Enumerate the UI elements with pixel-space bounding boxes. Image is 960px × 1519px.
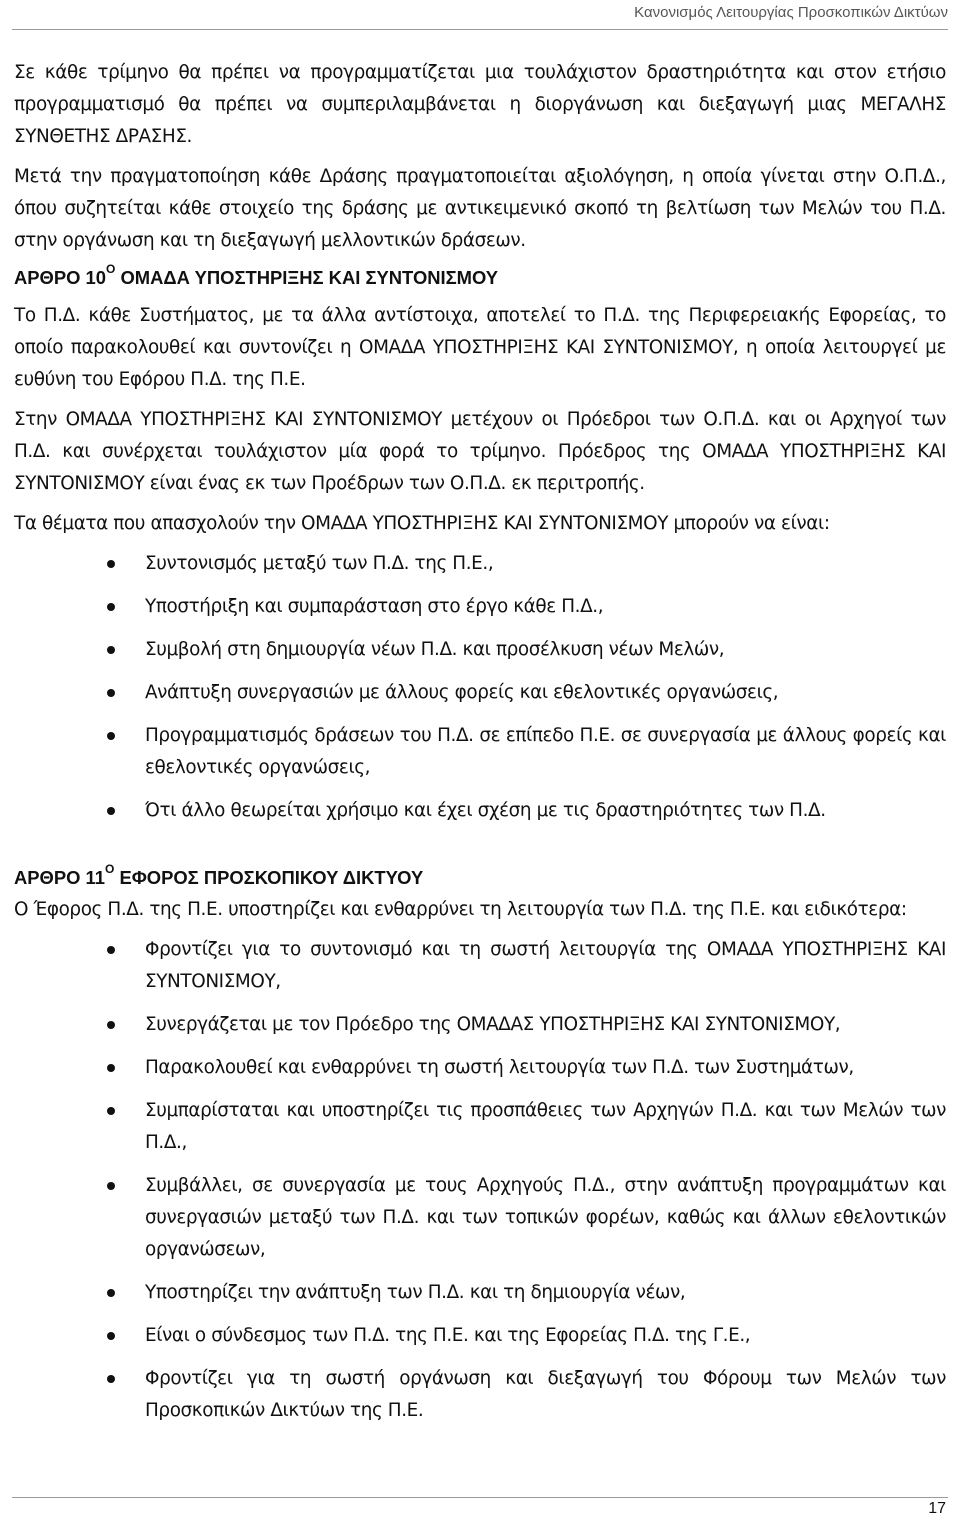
intro-paragraph-2: Μετά την πραγματοποίηση κάθε Δράσης πραγματοποιείται αξιολόγηση, η οποία γίνεται στην Ο.Π.Δ., όπου συζητείται κάθε στοιχείο της δράσης με αντικειμενικό σκοπό τη βελτίωση των Μελών του Π.Δ. στην οργάνωση και τη διεξαγωγή μελλοντικών δράσεων. [14,166,946,251]
list-item [14,1363,946,1427]
list-item-text: Συντονισμός μεταξύ των Π.Δ. της Π.Ε., [145,553,494,575]
article-11-heading-prefix: ΑΡΘΡΟ 11 [14,867,105,889]
article-11-heading [14,857,946,894]
list-item-text: Συμπαρίσταται και υποστηρίζει τις προσπάθειες των Αρχηγών Π.Δ. και των Μελών των Π.Δ., [145,1100,946,1154]
list-item [14,548,946,580]
list-item-text: Ότι άλλο θεωρείται χρήσιμο και έχει σχέση με τις δραστηριότητες των Π.Δ. [145,800,826,822]
article-11-paragraph-1: Ο Έφορος Π.Δ. της Π.Ε. υποστηρίζει και ενθαρρύνει τη λειτουργία των Π.Δ. της Π.Ε. και ειδικότερα: [14,899,907,921]
article-10-heading-sup: Ο [106,262,116,276]
article-10-paragraph-2: Στην ΟΜΑΔΑ ΥΠΟΣΤΗΡΙΞΗΣ ΚΑΙ ΣΥΝΤΟΝΙΣΜΟΥ μετέχουν οι Πρόεδροι των Ο.Π.Δ. και οι Αρχηγοί των Π.Δ. και συνέρχεται τουλάχιστον μία φορά το τρίμηνο. Πρόεδρος της ΟΜΑΔΑ ΥΠΟΣΤΗΡΙΞΗΣ ΚΑΙ ΣΥΝΤΟΝΙΣΜΟΥ είναι ένας εκ των Προέδρων των Ο.Π.Δ. εκ περιτροπής. [14,409,946,495]
list-item-text: Φροντίζει για το συντονισμό και τη σωστή λειτουργία της ΟΜΑΔΑ ΥΠΟΣΤΗΡΙΞΗΣ ΚΑΙ ΣΥΝΤΟΝΙΣΜΟΥ, [145,939,946,993]
list-item [14,1170,946,1266]
list-item-text: Είναι ο σύνδεσμος των Π.Δ. της Π.Ε. και της Εφορείας Π.Δ. της Γ.Ε., [145,1325,751,1347]
list-item [14,1052,946,1084]
list-item [14,720,946,784]
document-body [14,57,946,1438]
list-item [14,1095,946,1159]
article-10-paragraph-1: Το Π.Δ. κάθε Συστήματος, με τα άλλα αντίστοιχα, αποτελεί το Π.Δ. της Περιφερειακής Εφορείας, το οποίο παρακολουθεί και συντονίζει η ΟΜΑΔΑ ΥΠΟΣΤΗΡΙΞΗΣ ΚΑΙ ΣΥΝΤΟΝΙΣΜΟΥ, η οποία λειτουργεί με ευθύνη του Εφόρου Π.Δ. της Π.Ε. [14,305,946,391]
page-number: 17 [928,1500,946,1517]
list-item-text: Προγραμματισμός δράσεων του Π.Δ. σε επίπεδο Π.Ε. σε συνεργασία με άλλους φορείς και εθελοντικές οργανώσεις, [145,725,946,779]
intro-paragraph-1: Σε κάθε τρίμηνο θα πρέπει να προγραμματίζεται μια τουλάχιστον δραστηριότητα και στον ετήσιο προγραμματισμό θα πρέπει να συμπεριλαμβάνεται η διοργάνωση και διεξαγωγή μιας ΜΕΓΑΛΗΣ ΣΥΝΘΕΤΗΣ ΔΡΑΣΗΣ. [14,62,946,147]
article-10-heading-text: ΟΜΑΔΑ ΥΠΟΣΤΗΡΙΞΗΣ ΚΑΙ ΣΥΝΤΟΝΙΣΜΟΥ [115,267,499,289]
list-item-text: Συμβολή στη δημιουργία νέων Π.Δ. και προσέλκυση νέων Μελών, [145,639,725,661]
list-item-text: Υποστήριξη και συμπαράσταση στο έργο κάθε Π.Δ., [145,596,604,618]
list-item [14,1320,946,1352]
list-item [14,1277,946,1309]
list-item-text: Φροντίζει για τη σωστή οργάνωση και διεξαγωγή του Φόρουμ των Μελών των Προσκοπικών Δικτύων της Π.Ε. [145,1368,946,1422]
bullet-icon [107,1021,115,1029]
header-divider [12,29,948,30]
bullet-icon [107,946,115,954]
bullet-icon [107,1289,115,1297]
list-item-text: Ανάπτυξη συνεργασιών με άλλους φορείς και εθελοντικές οργανώσεις, [145,682,779,704]
list-item-text: Παρακολουθεί και ενθαρρύνει τη σωστή λειτουργία των Π.Δ. των Συστημάτων, [145,1057,854,1079]
bullet-icon [107,1064,115,1072]
bullet-icon [107,603,115,611]
article-11-list [14,934,946,1427]
bullet-icon [107,1375,115,1383]
list-item [14,934,946,998]
bullet-icon [107,732,115,740]
list-item-text: Υποστηρίζει την ανάπτυξη των Π.Δ. και τη δημιουργία νέων, [145,1282,686,1304]
article-11-heading-text: ΕΦΟΡΟΣ ΠΡΟΣΚΟΠΙΚΟΥ ΔΙΚΤΥΟΥ [114,867,424,889]
list-item [14,795,946,827]
footer-divider [12,1497,948,1498]
article-10-heading-prefix: ΑΡΘΡΟ 10 [14,267,106,289]
bullet-icon [107,646,115,654]
list-item-text: Συνεργάζεται με τον Πρόεδρο της ΟΜΑΔΑΣ ΥΠΟΣΤΗΡΙΞΗΣ ΚΑΙ ΣΥΝΤΟΝΙΣΜΟΥ, [145,1014,841,1036]
list-item [14,1009,946,1041]
list-item-text: Συμβάλλει, σε συνεργασία με τους Αρχηγούς Π.Δ., στην ανάπτυξη προγραμμάτων και συνεργασιών μεταξύ των Π.Δ. και των τοπικών φορέων, καθώς και άλλων εθελοντικών οργανώσεων, [145,1175,946,1261]
list-item [14,634,946,666]
article-10-heading [14,257,946,294]
article-10-paragraph-3: Τα θέματα που απασχολούν την ΟΜΑΔΑ ΥΠΟΣΤΗΡΙΞΗΣ ΚΑΙ ΣΥΝΤΟΝΙΣΜΟΥ μπορούν να είναι: [14,513,830,535]
list-item [14,591,946,623]
bullet-icon [107,1182,115,1190]
running-header: Κανονισμός Λειτουργίας Προσκοπικών Δικτύων [634,4,948,21]
bullet-icon [107,1107,115,1115]
bullet-icon [107,689,115,697]
list-item [14,677,946,709]
bullet-icon [107,1332,115,1340]
bullet-icon [107,807,115,815]
bullet-icon [107,560,115,568]
article-11-heading-sup: Ο [104,862,115,877]
article-10-list [14,548,946,827]
